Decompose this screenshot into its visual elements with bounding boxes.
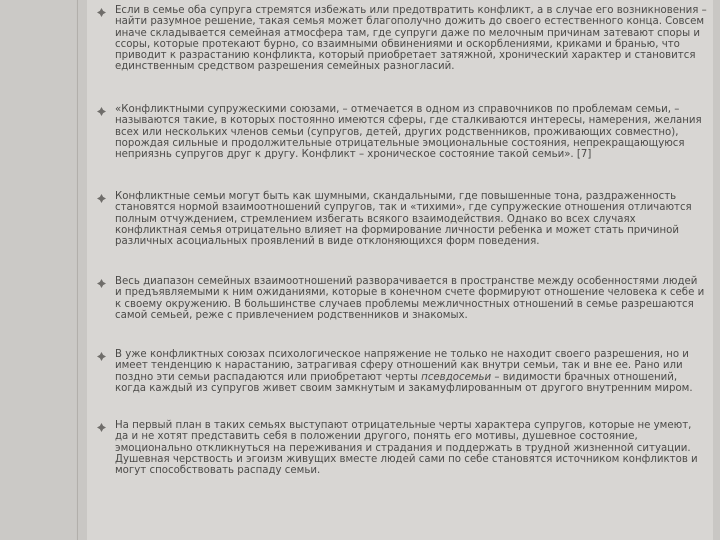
vertical-divider-line xyxy=(77,0,78,540)
paragraph-text: Если в семье оба супруга стремятся избежать или предотвратить конфликт, а в случае его возникновения – найти разумное решение, такая семья может благополучно дожить до своего естественного конца. Совсем иначе складывается семейная атмосфера там, где супруги даже по мелочным причинам затевают споры и ссоры, которые протекают бурно, со взаимными обвинениями и оскорблениями, криками и бранью, что приводит к разрастанию конфликта, который приобретает затяжной, хронический характер и становится единственным средством разрешения семейных разногласий. xyxy=(115,5,707,73)
left-margin-panel xyxy=(0,0,76,540)
list-item xyxy=(87,349,707,394)
list-item xyxy=(87,191,707,247)
paragraph-text: Весь диапазон семейных взаимоотношений разворачивается в пространстве между особенностями людей и предъявляемыми к ним ожиданиями, которые в конечном счете формируют отношение человека к себе и к своему окружению. В большинстве случаев проблемы межличностных отношений в семье разрешаются самой семьей, реже с привлечением родственников и знакомых. xyxy=(115,276,705,321)
paragraph-text-after-emphasis: – видимости брачных отношений, когда каждый из супругов живет своим замкнутым и закамуфлированным от другого внутренним миром. xyxy=(115,371,693,394)
list-item xyxy=(87,104,707,160)
four-diamond-bullet-icon xyxy=(87,276,115,288)
paragraph-text: Конфликтные семьи могут быть как шумными, скандальными, где повышенные тона, раздраженность становятся нормой взаимоотношений супругов, так и «тихими», где супружеские отношения отличаются полным отчуждением, стремлением избегать всякого взаимодействия. Однако во всех случаях конфликтная семья отрицательно влияет на формирование личности ребенка и может стать причиной различных асоциальных проявлений в виде отклоняющихся форм поведения. xyxy=(115,191,692,248)
list-item xyxy=(87,420,707,476)
list-item xyxy=(87,276,707,321)
paragraph-text: На первый план в таких семьях выступают отрицательные черты характера супругов, которые не умеют, да и не хотят представить себя в положении другого, понять его мотивы, душевное состояние, эмоционально откликнуться на переживания и страдания и поддержать в трудной жизненной ситуации. Душевная черствость и эгоизм живущих вместе людей сами по себе становятся источником конфликтов и могут способствовать распаду семьи. xyxy=(115,420,698,477)
paragraph-text-before-emphasis: В уже конфликтных союзах психологическое напряжение не только не находит своего разрешения, но и имеет тенденцию к нарастанию, затрагивая сферу отношений как внутри семьи, так и вне ее. Рано или поздно эти семьи распадаются или приобретают черты xyxy=(115,349,689,383)
content-area xyxy=(87,0,713,540)
list-item xyxy=(87,5,707,73)
paragraph-text: «Конфликтными супружескими союзами, – отмечается в одном из справочников по проблемам семьи, – называются такие, в которых постоянно имеются сферы, где сталкиваются интересы, намерения, желания всех или нескольких членов семьи (супругов, детей, других родственников, проживающих совместно), порождая сильные и продолжительные отрицательные эмоциональные состояния, непрекращающуюся неприязнь супругов друг к другу. Конфликт – хроническое состояние такой семьи». [7] xyxy=(115,104,702,161)
four-diamond-bullet-icon xyxy=(87,420,115,432)
four-diamond-bullet-icon xyxy=(87,349,115,361)
four-diamond-bullet-icon xyxy=(87,5,115,17)
paragraph-emphasis: псевдосемьи xyxy=(421,371,492,383)
four-diamond-bullet-icon xyxy=(87,104,115,116)
paragraph-text xyxy=(115,349,707,394)
four-diamond-bullet-icon xyxy=(87,191,115,203)
